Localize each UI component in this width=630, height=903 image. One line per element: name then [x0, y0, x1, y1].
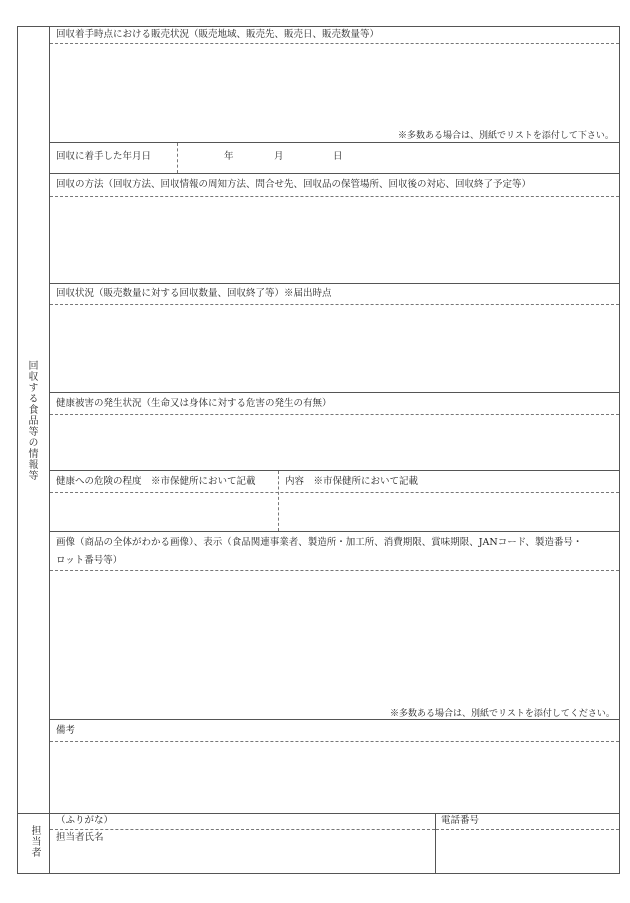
remarks-input[interactable] — [50, 742, 619, 812]
person-name-label: 担当者氏名 — [56, 832, 104, 843]
person-name-input[interactable] — [50, 830, 435, 874]
start-date-input[interactable] — [178, 143, 619, 173]
row-divider — [50, 531, 620, 532]
recall-status-input[interactable] — [50, 305, 619, 392]
row-divider — [50, 283, 620, 284]
health-risk-input[interactable] — [50, 493, 278, 531]
row-divider — [50, 173, 620, 174]
health-risk-label: 健康への危険の程度 ※市保健所において記載 — [56, 476, 256, 487]
health-damage-label: 健康被害の発生状況（生命又は身体に対する危害の発生の有無） — [56, 398, 332, 409]
image-display-input[interactable] — [50, 571, 619, 718]
health-damage-input[interactable] — [50, 415, 619, 470]
section-label: 回収する食品等の情報等 — [26, 360, 37, 481]
method-input[interactable] — [50, 197, 619, 283]
health-risk-content-input[interactable] — [279, 493, 619, 531]
phone-label: 電話番号 — [441, 815, 480, 826]
method-label: 回収の方法（回収方法、回収情報の周知方法、問合せ先、回収品の保管場所、回収後の対応、回収終了予定等） — [56, 179, 532, 190]
furigana-label: （ふりがな） — [56, 815, 114, 826]
sales-status-input[interactable] — [50, 44, 619, 141]
start-date-label: 回収に着手した年月日 — [56, 151, 152, 162]
image-display-note: ※多数ある場合は、別紙でリストを添付してください。 — [390, 709, 615, 719]
day-label: 日 — [333, 151, 343, 162]
row-divider — [50, 470, 620, 471]
row-divider — [50, 392, 620, 393]
health-risk-content-label: 内容 ※市保健所において記載 — [285, 476, 419, 487]
remarks-label: 備考 — [56, 725, 76, 736]
row-divider — [50, 719, 620, 720]
recall-status-label: 回収状況（販売数量に対する回収数量、回収終了等）※届出時点 — [56, 288, 332, 299]
person-side-label: 担当者 — [29, 825, 40, 858]
sales-status-label: 回収着手時点における販売状況（販売地域、販売先、販売日、販売数量等） — [56, 29, 380, 40]
furigana-input[interactable] — [50, 814, 435, 829]
image-display-label-1: 画像（商品の全体がわかる画像）、表示（食品関連事業者、製造所・加工所、消費期限、賞味期限、JANコード、製造番号・ — [56, 537, 583, 548]
year-label: 年 — [224, 151, 234, 162]
sales-status-note: ※多数ある場合は、別紙でリストを添付して下さい。 — [398, 131, 614, 141]
image-display-label-2: ロット番号等） — [56, 555, 123, 566]
month-label: 月 — [274, 151, 284, 162]
phone-input[interactable] — [436, 830, 619, 874]
